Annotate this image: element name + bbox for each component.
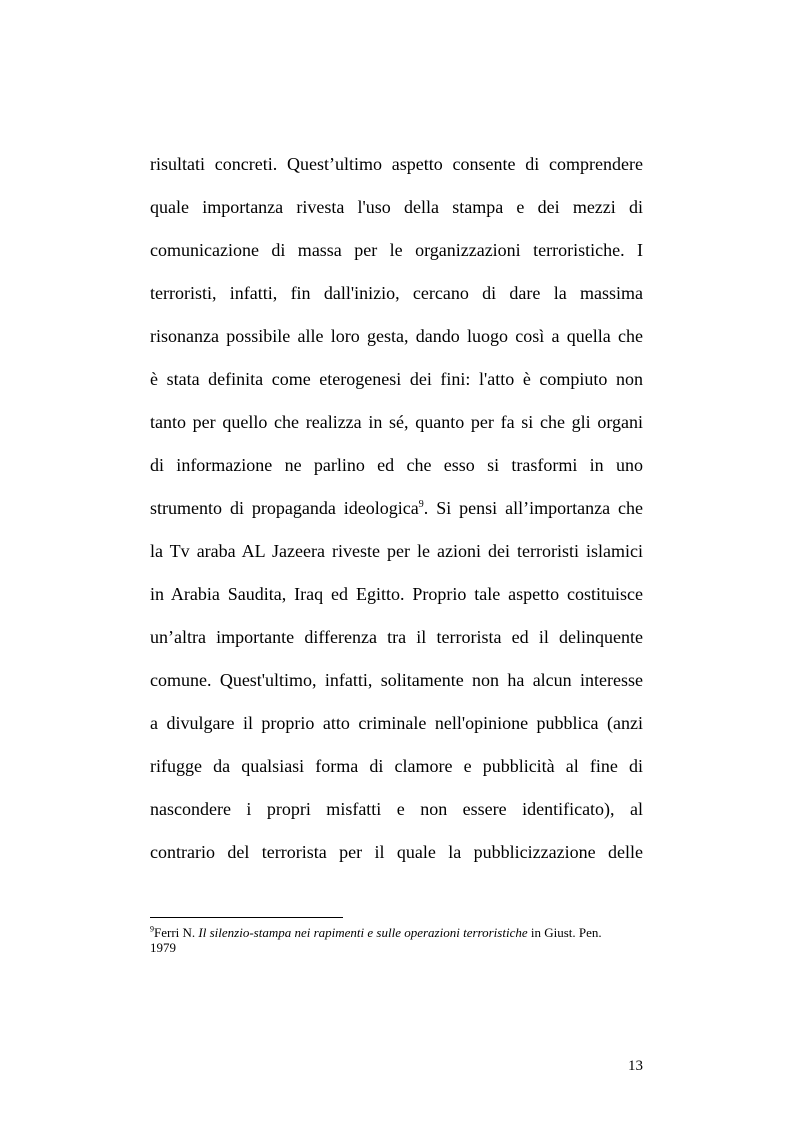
text-line: terroristi, infatti, fin dall'inizio, cercano di dare la massima [150, 283, 643, 303]
text-line: la Tv araba AL Jazeera riveste per le azioni dei terroristi islamici [150, 541, 643, 561]
text-line: un’altra importante differenza tra il terrorista ed il delinquente [150, 627, 643, 647]
text-line: tanto per quello che realizza in sé, quanto per fa si che gli organi [150, 412, 643, 432]
footnote-title: Il silenzio-stampa nei rapimenti e sulle operazioni terroristiche [198, 925, 528, 940]
body-paragraph [150, 144, 643, 875]
footnote-year: 1979 [150, 940, 176, 955]
text-line: risonanza possibile alle loro gesta, dando luogo così a quella che [150, 326, 643, 346]
text-line: comunicazione di massa per le organizzazioni terroristiche. I [150, 240, 643, 260]
text-line: a divulgare il proprio atto criminale nell'opinione pubblica (anzi [150, 713, 643, 733]
text-line: strumento di propaganda ideologica$^9$. Si pensi all’importanza che [150, 498, 643, 518]
text-line: rifugge da qualsiasi forma di clamore e pubblicità al fine di [150, 756, 643, 776]
text-line: comune. Quest'ultimo, infatti, solitamente non ha alcun interesse [150, 670, 643, 690]
footnote-number: 9 [150, 924, 154, 934]
text-line: risultati concreti. Quest’ultimo aspetto consente di comprendere [150, 154, 643, 174]
page-number: 13 [628, 1058, 643, 1074]
text-line: è stata definita come eterogenesi dei fini: l'atto è compiuto non [150, 369, 643, 389]
text-line: nascondere i propri misfatti e non essere identificato), al [150, 799, 643, 819]
footnote-divider [150, 917, 343, 918]
footnote-source: in Giust. Pen. [527, 925, 602, 940]
text-line: di informazione ne parlino ed che esso si trasformi in uno [150, 455, 643, 475]
footnote [150, 925, 640, 955]
text-line: contrario del terrorista per il quale la pubblicizzazione delle [150, 842, 643, 862]
footnote-author: Ferri N. [154, 925, 199, 940]
text-line: in Arabia Saudita, Iraq ed Egitto. Proprio tale aspetto costituisce [150, 584, 643, 604]
footnote-reference[interactable]: 9 [418, 499, 424, 510]
text-line: quale importanza rivesta l'uso della stampa e dei mezzi di [150, 197, 643, 217]
